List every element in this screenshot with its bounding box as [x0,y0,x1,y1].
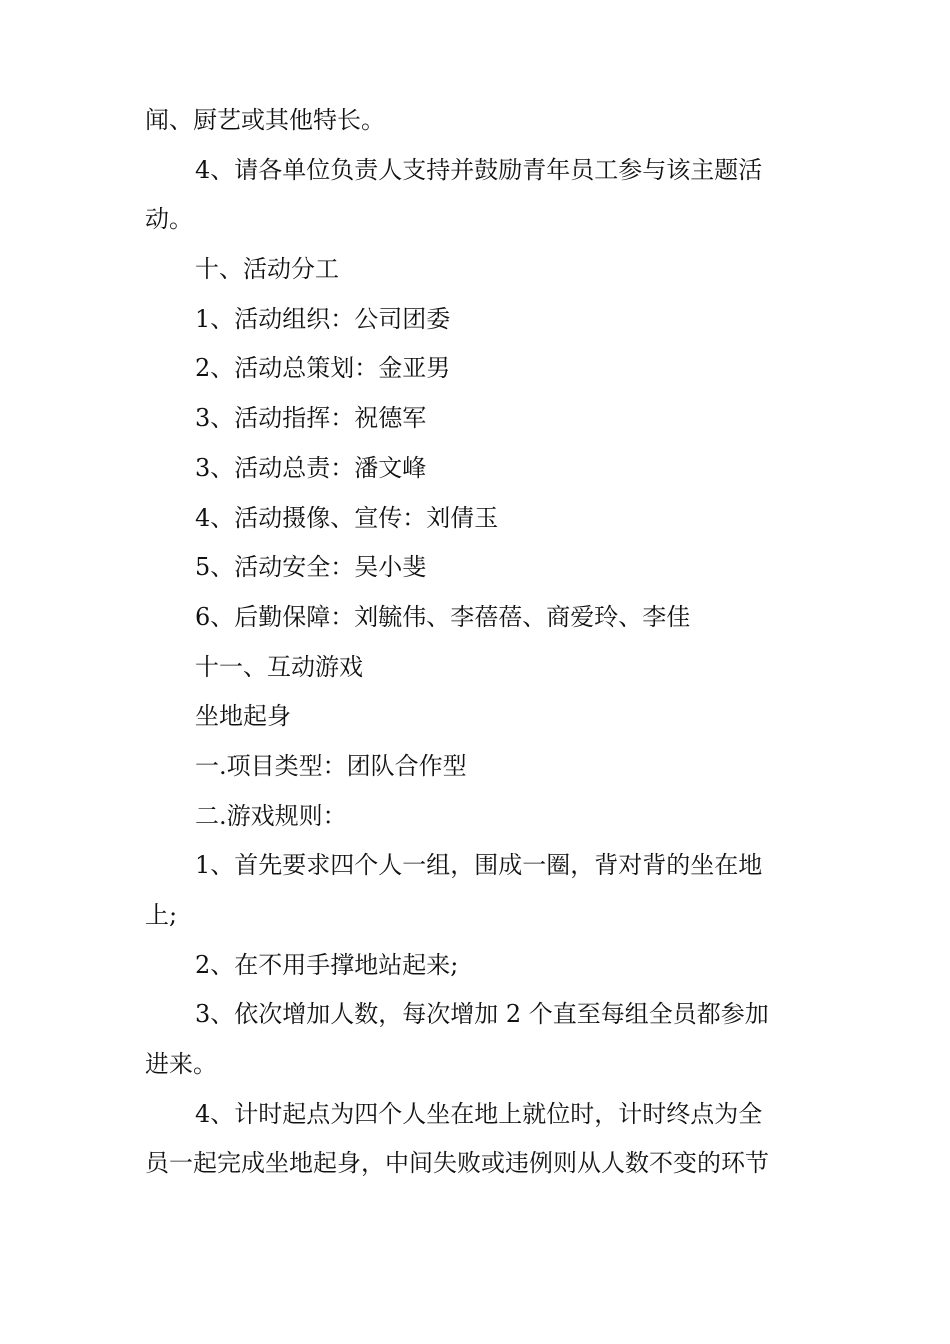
text-line: 员一起完成坐地起身，中间失败或违例则从人数不变的环节 [145,1149,769,1178]
text-line: 闻、厨艺或其他特长。 [145,106,385,134]
text-line: 3、活动总责：潘文峰 [195,453,427,482]
text-line: 动。 [145,205,193,234]
text-line: 4、计时起点为四个人坐在地上就位时，计时终点为全 [195,1099,763,1128]
text-line: 二.游戏规则： [195,801,347,830]
text-line: 一.项目类型：团队合作型 [195,751,467,780]
text-line: 4、请各单位负责人支持并鼓励青年员工参与该主题活 [195,155,763,184]
text-line: 1、首先要求四个人一组，围成一圈，背对背的坐在地 [195,851,763,880]
text-line: 4、活动摄像、宣传：刘倩玉 [195,503,499,532]
section-heading: 十、活动分工 [195,255,339,284]
text-line: 2、在不用手撑地站起来; [195,950,459,979]
text-line: 3、依次增加人数，每次增加 2 个直至每组全员都参加 [195,1000,769,1029]
section-heading: 十一、互动游戏 [195,652,363,681]
text-line: 上; [145,901,178,929]
text-line: 2、活动总策划：金亚男 [195,354,451,383]
text-line: 进来。 [145,1050,217,1079]
text-line: 1、活动组织：公司团委 [195,304,451,333]
document-body [145,96,810,1189]
text-line: 5、活动安全：吴小斐 [195,553,427,582]
subheading: 坐地起身 [195,702,291,731]
text-line: 3、活动指挥：祝德军 [195,404,427,433]
text-line: 6、后勤保障：刘毓伟、李蓓蓓、商爱玲、李佳 [195,602,691,631]
